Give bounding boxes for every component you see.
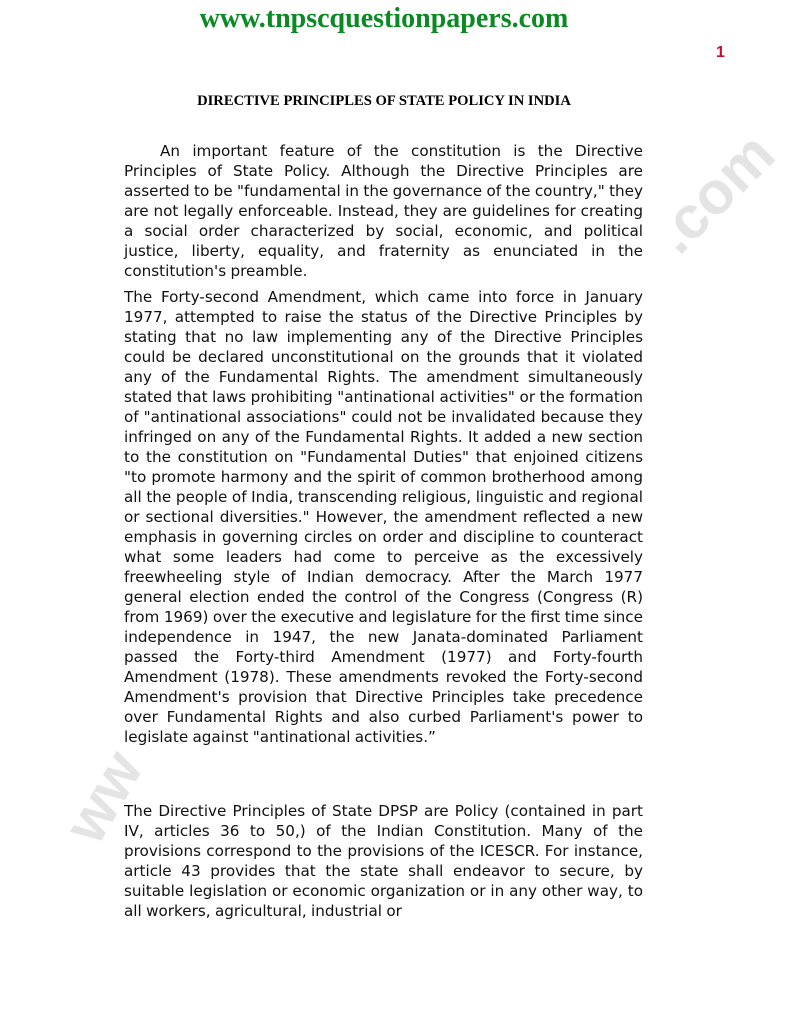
paragraph-forty-second-amendment: The Forty-second Amendment, which came into force in January 1977, attempted to raise the status of the Directive Principles by stating that no law implementing any of the Directive Principles could be declared unconstitutional on the grounds that it violated any of the Fundamental Rights. The amendment simultaneously stated that laws prohibiting "antinational activities" or the formation of "antinational associations" could not be invalidated because they infringed on any of the Fundamental Rights. It added a new section to the constitution on "Fundamental Duties" that enjoined citizens "to promote harmony and the spirit of common brotherhood among all the people of India, transcending religious, linguistic and regional or sectional diversities." However, the amendment reflected a new emphasis in governing circles on order and discipline to counteract what some leaders had come to perceive as the excessively freewheeling style of Indian democracy. After the March 1977 general election ended the control of the Congress (Congress (R) from 1969) over the executive and legislature for the first time since independence in 1947, the new Janata-dominated Parliament passed the Forty-third Amendment (1977) and Forty-fourth Amendment (1978). These amendments revoked the Forty-second Amendment's provision that Directive Principles take precedence over Fundamental Rights and also curbed Parliament's power to legislate against "antinational activities.” xyxy=(124,288,643,746)
watermark-end: .com xyxy=(640,119,788,267)
paragraph-intro: An important feature of the constitution is the Directive Principles of State Policy. Although the Directive Principles are asserted to be "fundamental in the governance of the country," they are not legally enforceable. Instead, they are guidelines for creating a social order characterized by social, economic, and political justice, liberty, equality, and fraternity as enunciated in the constitution's preamble. xyxy=(124,142,643,280)
document-title: DIRECTIVE PRINCIPLES OF STATE POLICY IN INDIA xyxy=(197,93,571,109)
site-url-header[interactable]: www.tnpscquestionpapers.com xyxy=(199,3,569,34)
watermark-start: ww xyxy=(50,739,156,854)
paragraph-dpsp-icescr: The Directive Principles of State DPSP are Policy (contained in part IV, articles 36 to 50,) of the Indian Constitution. Many of the provisions correspond to the provisions of the ICESCR. For instance, article 43 provides that the state shall endeavor to secure, by suitable legislation or economic organization or in any other way, to all workers, agricultural, industrial or xyxy=(124,802,643,920)
page-number: 1 xyxy=(716,44,725,61)
